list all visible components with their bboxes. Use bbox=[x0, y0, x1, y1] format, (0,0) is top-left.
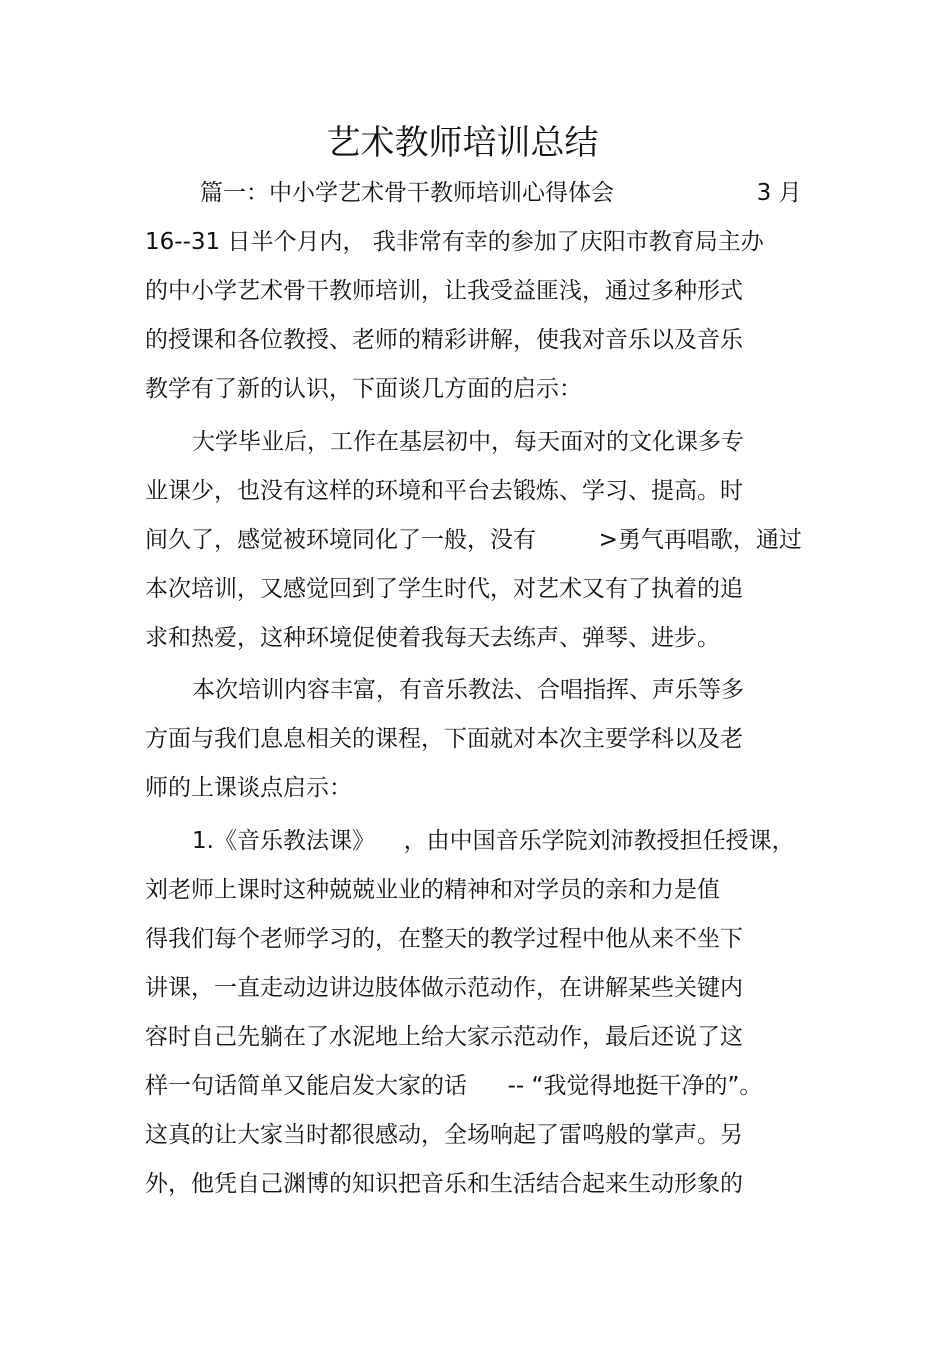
text-line-8-part-a: 间久了，感觉被环境同化了一般，没有 bbox=[145, 527, 536, 553]
text-line-6: 大学毕业后，工作在基层初中，每天面对的文化课多专 bbox=[192, 429, 744, 455]
text-line-15: 刘老师上课时这种兢兢业业的精神和对学员的亲和力是值 bbox=[145, 877, 720, 903]
text-line-11: 本次培训内容丰富，有音乐教法、合唱指挥、声乐等多 bbox=[192, 677, 744, 703]
text-line-2: 16--31 日半个月内， 我非常有幸的参加了庆阳市教育局主办 bbox=[145, 229, 764, 255]
text-line-18: 容时自己先躺在了水泥地上给大家示范动作，最后还说了这 bbox=[145, 1024, 743, 1050]
text-line-5: 教学有了新的认识，下面谈几方面的启示： bbox=[145, 376, 582, 402]
text-line-4: 的授课和各位教授、老师的精彩讲解，使我对音乐以及音乐 bbox=[145, 327, 743, 353]
text-line-19-part-b: -- “我觉得地挺干净的”。 bbox=[507, 1073, 763, 1099]
text-line-19-part-a: 样一句话简单又能启发大家的话 bbox=[145, 1073, 467, 1099]
text-line-14-part-a: 1.《音乐教法课》 bbox=[192, 828, 375, 854]
text-line-19 bbox=[145, 1069, 762, 1103]
text-line-13: 师的上课谈点启示： bbox=[145, 775, 352, 801]
text-line-16: 得我们每个老师学习的，在整天的教学过程中他从来不坐下 bbox=[145, 926, 743, 952]
text-line-1-part-a: 篇一：中小学艺术骨干教师培训心得体会 bbox=[200, 180, 614, 206]
text-line-20: 这真的让大家当时都很感动，全场响起了雷鸣般的掌声。另 bbox=[145, 1122, 743, 1148]
document-title: 艺术教师培训总结 bbox=[326, 123, 599, 163]
text-line-9: 本次培训，又感觉回到了学生时代，对艺术又有了执着的追 bbox=[145, 576, 743, 602]
text-line-17: 讲课，一直走动边讲边肢体做示范动作，在讲解某些关键内 bbox=[145, 975, 743, 1001]
text-line-14 bbox=[192, 824, 795, 858]
text-line-21: 外，他凭自己渊博的知识把音乐和生活结合起来生动形象的 bbox=[145, 1171, 743, 1197]
text-line-7: 业课少，也没有这样的环境和平台去锻炼、学习、提高。时 bbox=[145, 478, 743, 504]
text-line-1-part-b: 3 月 bbox=[756, 180, 802, 206]
text-line-1 bbox=[200, 176, 802, 210]
text-line-12: 方面与我们息息相关的课程，下面就对本次主要学科以及老 bbox=[145, 726, 743, 752]
text-line-10: 求和热爱，这种环境促使着我每天去练声、弹琴、进步。 bbox=[145, 625, 720, 651]
text-line-8-part-b: >勇气再唱歌，通过 bbox=[598, 527, 802, 553]
text-line-14-part-b: ，由中国音乐学院刘沛教授担任授课， bbox=[403, 828, 795, 854]
text-line-8 bbox=[145, 523, 802, 557]
text-line-3: 的中小学艺术骨干教师培训，让我受益匪浅，通过多种形式 bbox=[145, 278, 743, 304]
